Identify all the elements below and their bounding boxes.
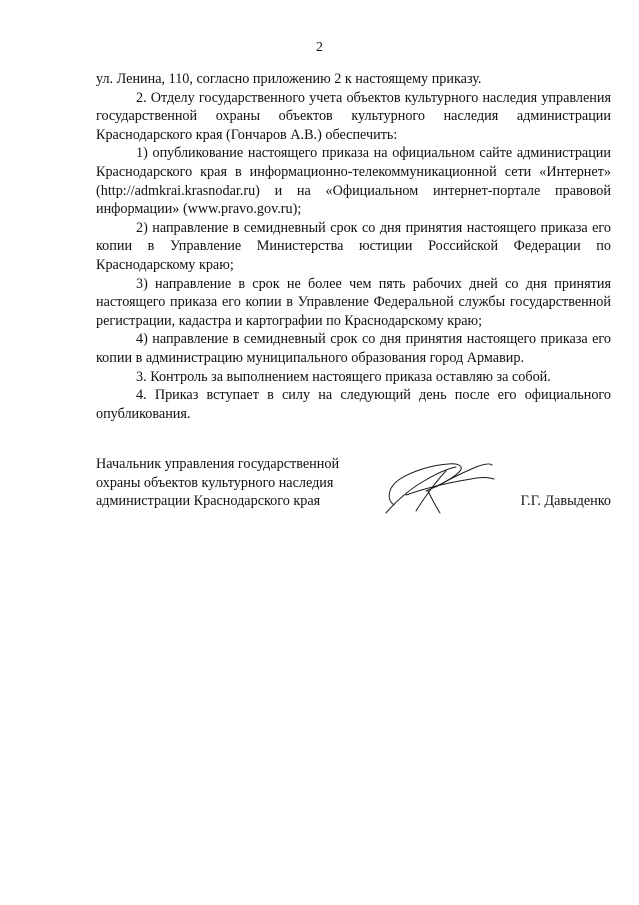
paragraph-subitem-1: 1) опубликование настоящего приказа на официальном сайте администрации Краснодарского края в информационно-телекоммуникационной сети «Интернет» (http://admkrai.krasnodar.ru) и на «Официальном интернет-портале правовой информации» (www.pravo.gov.ru); — [96, 145, 611, 218]
document-body — [96, 70, 611, 423]
signatory-position-line-3: администрации Краснодарского края — [96, 493, 321, 510]
signatory-name: Г.Г. Давыденко — [520, 493, 611, 509]
paragraph-continuation: ул. Ленина, 110, согласно приложению 2 к настоящему приказу. — [96, 71, 482, 87]
paragraph-item-4: 4. Приказ вступает в силу на следующий день после его официального опубликования. — [96, 387, 611, 422]
paragraph-subitem-3: 3) направление в срок не более чем пять рабочих дней со дня принятия настоящего приказа его копии в Управление Федеральной службы государственной регистрации, кадастра и картографии по Краснодарскому краю; — [96, 275, 611, 329]
signature-block — [96, 455, 611, 525]
paragraph-subitem-4: 4) направление в семидневный срок со дня принятия настоящего приказа его копии в администрацию муниципального образования город Армавир. — [96, 331, 611, 366]
handwritten-signature — [376, 455, 501, 517]
signatory-position-line-1: Начальник управления государственной — [96, 456, 340, 472]
paragraph-item-3: 3. Контроль за выполнением настоящего приказа оставляю за собой. — [136, 368, 551, 385]
page-number: 2 — [316, 40, 323, 55]
signatory-position — [96, 455, 376, 511]
paragraph-item-2: 2. Отделу государственного учета объектов культурного наследия управления государственной охраны объектов культурного наследия администрации Краснодарского края (Гончаров А.В.) обеспечить: — [96, 89, 611, 143]
paragraph-subitem-2: 2) направление в семидневный срок со дня принятия настоящего приказа его копии в Управление Министерства юстиции Российской Федерации по Краснодарскому краю; — [96, 219, 611, 273]
signatory-position-line-2: охраны объектов культурного наследия — [96, 474, 334, 491]
